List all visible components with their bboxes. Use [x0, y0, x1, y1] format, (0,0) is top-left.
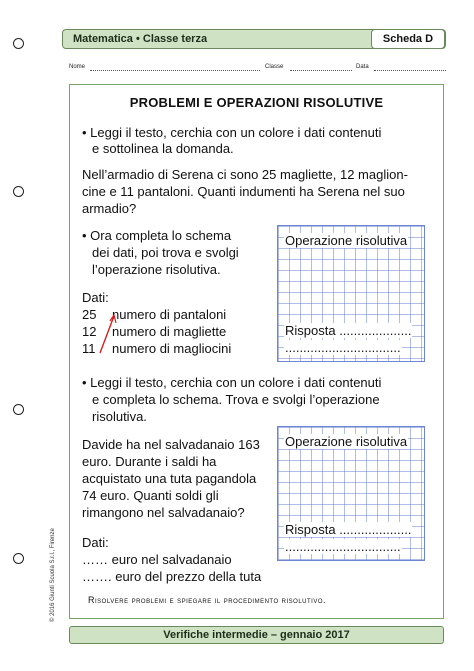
sheet-label: Scheda D	[371, 29, 445, 49]
worksheet-panel	[69, 84, 444, 619]
class-field[interactable]	[290, 70, 352, 71]
ex1-instruction-2: e sottolinea la domanda.	[92, 141, 234, 156]
ex1-data-num-2: 12	[82, 324, 97, 339]
date-field[interactable]	[374, 70, 446, 71]
ex1-grid-label: Operazione risolutiva	[285, 233, 408, 248]
subject-title: Matematica • Classe terza	[73, 33, 208, 45]
ex2-answer-label: Risposta ....................	[285, 522, 412, 537]
worksheet-title: PROBLEMI E OPERAZIONI RISOLUTIVE	[129, 95, 384, 110]
ex1-task-3: l’operazione risolutiva.	[92, 262, 221, 277]
footer-note: Risolvere problemi e spiegare il procedimento risolutivo.	[88, 595, 326, 605]
binder-hole-2	[13, 186, 24, 197]
name-field[interactable]	[90, 70, 260, 71]
ex1-data-text-3: numero di magliocini	[112, 341, 232, 356]
ex2-instruction-1: • Leggi il testo, cerchia con un colore i dati contenuti	[82, 375, 382, 390]
binder-hole-1	[13, 38, 24, 49]
copyright-text: © 2016 Giunti Scuola S.r.l., Firenze	[50, 528, 56, 622]
ex1-data-label: Dati:	[82, 290, 109, 305]
bottom-bar-text: Verifiche intermedie – gennaio 2017	[163, 629, 350, 641]
binder-hole-3	[13, 404, 24, 415]
ex2-instruction-2: e completa lo schema. Trova e svolgi l’operazione	[92, 392, 380, 407]
class-label: Classe	[265, 64, 284, 70]
ex1-data-text-1: numero di pantaloni	[112, 307, 227, 322]
ex2-grid-label: Operazione risolutiva	[285, 434, 408, 449]
ex1-data-num-3: 11	[82, 341, 96, 356]
ex2-problem-3: acquistato una tuta pagandola	[82, 471, 257, 486]
ex1-instruction-1: • Leggi il testo, cerchia con un colore i dati contenuti	[82, 125, 382, 140]
ex2-problem-2: euro. Durante i saldi ha	[82, 454, 217, 469]
header-bar	[62, 29, 446, 49]
ex2-data-line-1: …… euro nel salvadanaio	[82, 552, 232, 567]
ex1-problem-1: Nell’armadio di Serena ci sono 25 magliette, 12 maglion-	[82, 167, 408, 182]
ex1-problem-3: armadio?	[82, 201, 137, 216]
ex1-answer-label: Risposta ....................	[285, 323, 412, 338]
ex2-data-line-2: ……. euro del prezzo della tuta	[82, 569, 262, 584]
ex2-answer-dots: ................................	[285, 539, 401, 554]
ex2-instruction-3: risolutiva.	[92, 409, 147, 424]
date-label: Data	[356, 64, 369, 70]
ex2-data-label: Dati:	[82, 535, 109, 550]
ex1-problem-2: cine e 11 pantaloni. Quanti indumenti ha Serena nel suo	[82, 184, 405, 199]
binder-hole-4	[13, 553, 24, 564]
ex1-data-text-2: numero di magliette	[112, 324, 227, 339]
name-label: Nome	[69, 64, 86, 70]
ex2-problem-4: 74 euro. Quanti soldi gli	[82, 488, 219, 503]
ex2-problem-1: Davide ha nel salvadanaio 163	[82, 437, 260, 452]
ex1-task-2: dei dati, poi trova e svolgi	[92, 245, 239, 260]
ex1-answer-dots: ................................	[285, 340, 401, 355]
ex1-task-1: • Ora completa lo schema	[82, 228, 232, 243]
ex1-data-num-1: 25	[82, 307, 97, 322]
bottom-bar	[69, 626, 444, 644]
ex2-problem-5: rimangono nel salvadanaio?	[82, 505, 245, 520]
